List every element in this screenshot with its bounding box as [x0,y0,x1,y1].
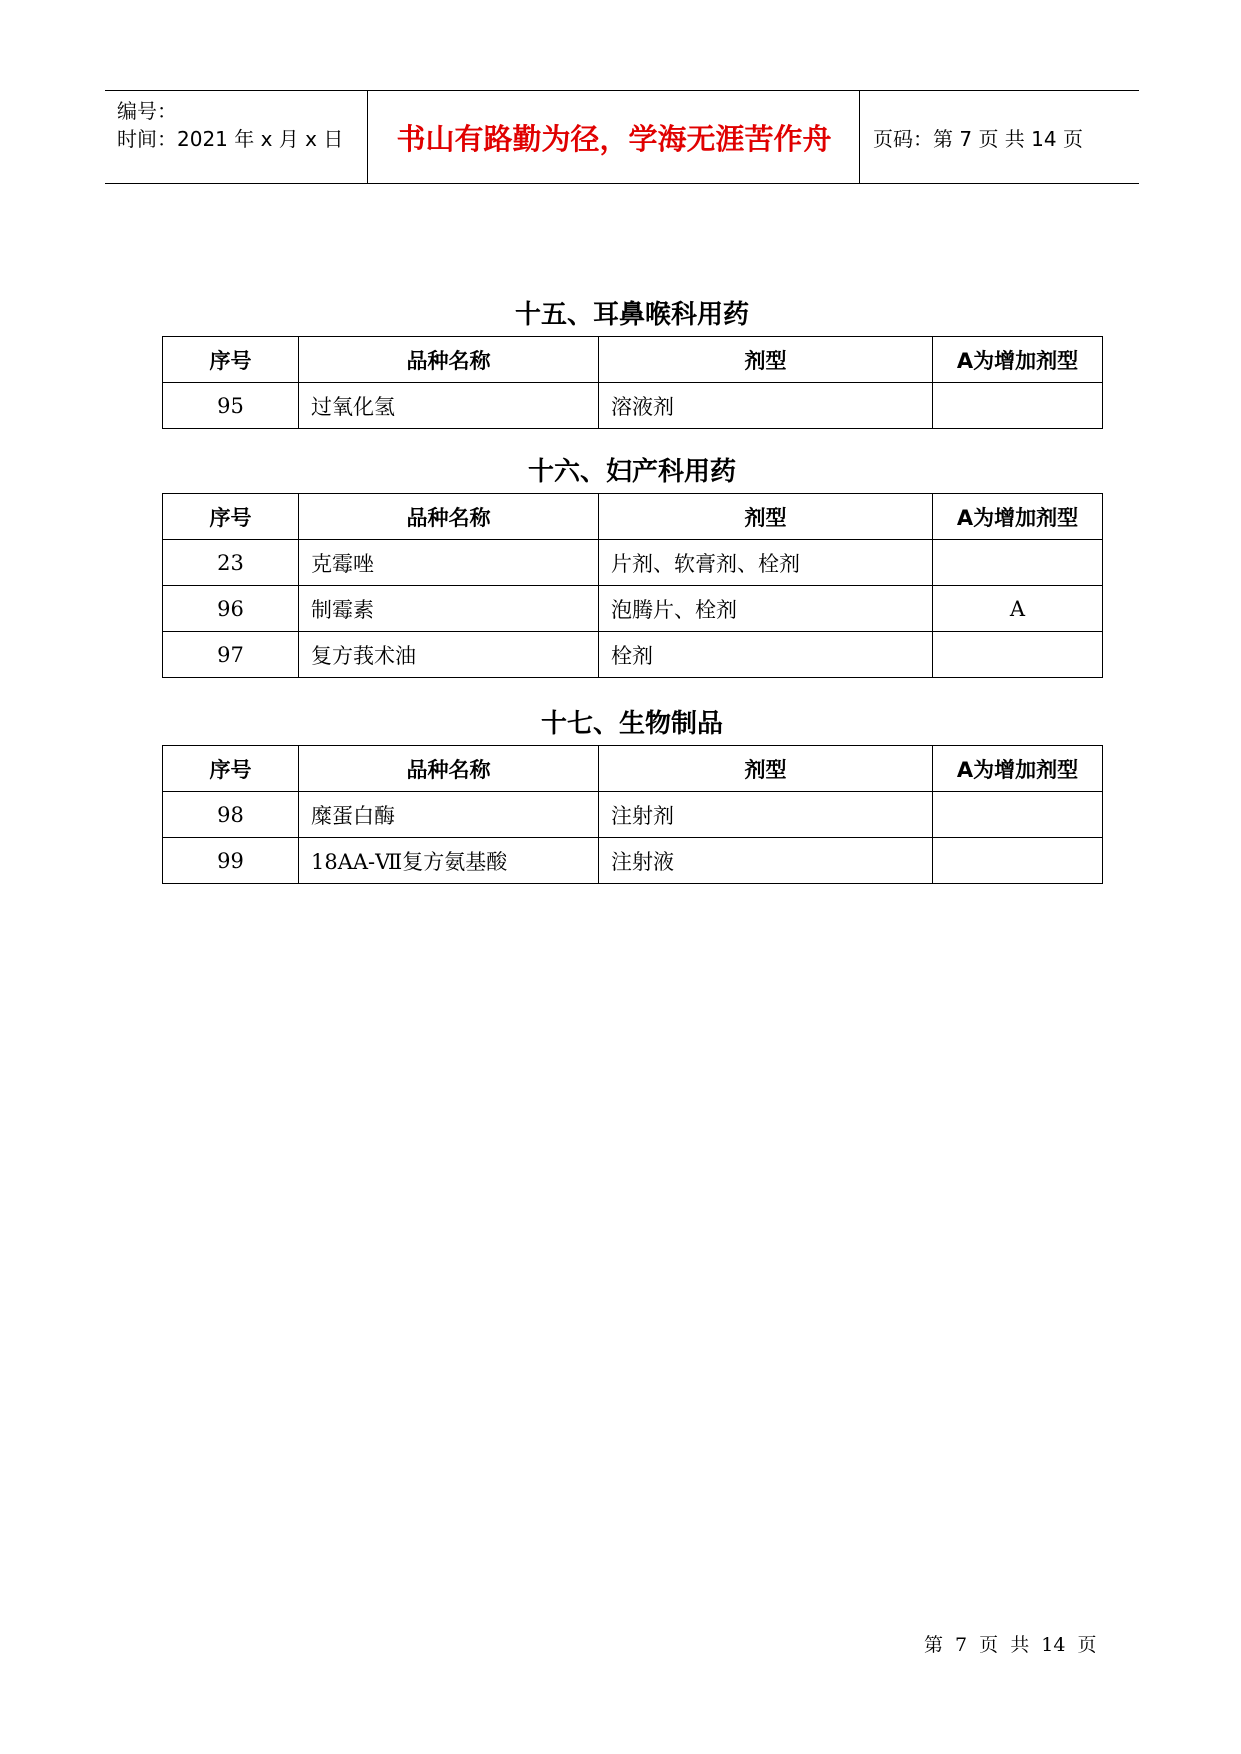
column-header-seq: 序号 [163,746,299,792]
column-header-form: 剂型 [599,337,933,383]
cell-added [933,383,1103,429]
cell-seq: 23 [163,540,299,586]
cell-added [933,540,1103,586]
document-date-label: 时间：2021 年 x 月 x 日 [117,127,344,151]
cell-added [933,838,1103,884]
header-motto: 书山有路勤为径，学海无涯苦作舟 [369,91,860,183]
cell-name: 18AA-Ⅶ复方氨基酸 [299,838,599,884]
table-header-row [163,746,1103,792]
table-row [163,383,1103,429]
column-header-name: 品种名称 [299,746,599,792]
drug-table-obgyn [162,493,1103,678]
cell-added [933,792,1103,838]
column-header-seq: 序号 [163,337,299,383]
header-meta-cell [105,91,368,183]
cell-seq: 97 [163,632,299,678]
page-footer: 第 7 页 共 14 页 [924,1634,1097,1656]
column-header-form: 剂型 [599,746,933,792]
drug-table-ent [162,336,1103,429]
cell-name: 过氧化氢 [299,383,599,429]
drug-table-biologics [162,745,1103,884]
section-title-ent: 十五、耳鼻喉科用药 [514,300,749,330]
cell-form: 注射剂 [599,792,933,838]
document-number-label: 编号： [117,99,177,123]
table-row [163,792,1103,838]
cell-seq: 99 [163,838,299,884]
column-header-seq: 序号 [163,494,299,540]
cell-form: 注射液 [599,838,933,884]
table-row [163,586,1103,632]
cell-form: 溶液剂 [599,383,933,429]
cell-added: A [933,586,1103,632]
table-row [163,632,1103,678]
cell-seq: 96 [163,586,299,632]
column-header-added: A为增加剂型 [933,494,1103,540]
header-page-info: 页码：第 7 页 共 14 页 [873,126,1083,151]
cell-added [933,632,1103,678]
cell-seq: 98 [163,792,299,838]
cell-name: 克霉唑 [299,540,599,586]
cell-name: 制霉素 [299,586,599,632]
table-header-row [163,337,1103,383]
table-row [163,838,1103,884]
cell-name: 复方莪术油 [299,632,599,678]
column-header-added: A为增加剂型 [933,746,1103,792]
page-header [105,90,1139,184]
column-header-added: A为增加剂型 [933,337,1103,383]
cell-form: 片剂、软膏剂、栓剂 [599,540,933,586]
cell-name: 糜蛋白酶 [299,792,599,838]
table-header-row [163,494,1103,540]
section-title-biologics: 十七、生物制品 [540,709,723,739]
column-header-name: 品种名称 [299,337,599,383]
cell-seq: 95 [163,383,299,429]
column-header-name: 品种名称 [299,494,599,540]
column-header-form: 剂型 [599,494,933,540]
section-title-obgyn: 十六、妇产科用药 [527,457,736,487]
cell-form: 栓剂 [599,632,933,678]
table-row [163,540,1103,586]
cell-form: 泡腾片、栓剂 [599,586,933,632]
